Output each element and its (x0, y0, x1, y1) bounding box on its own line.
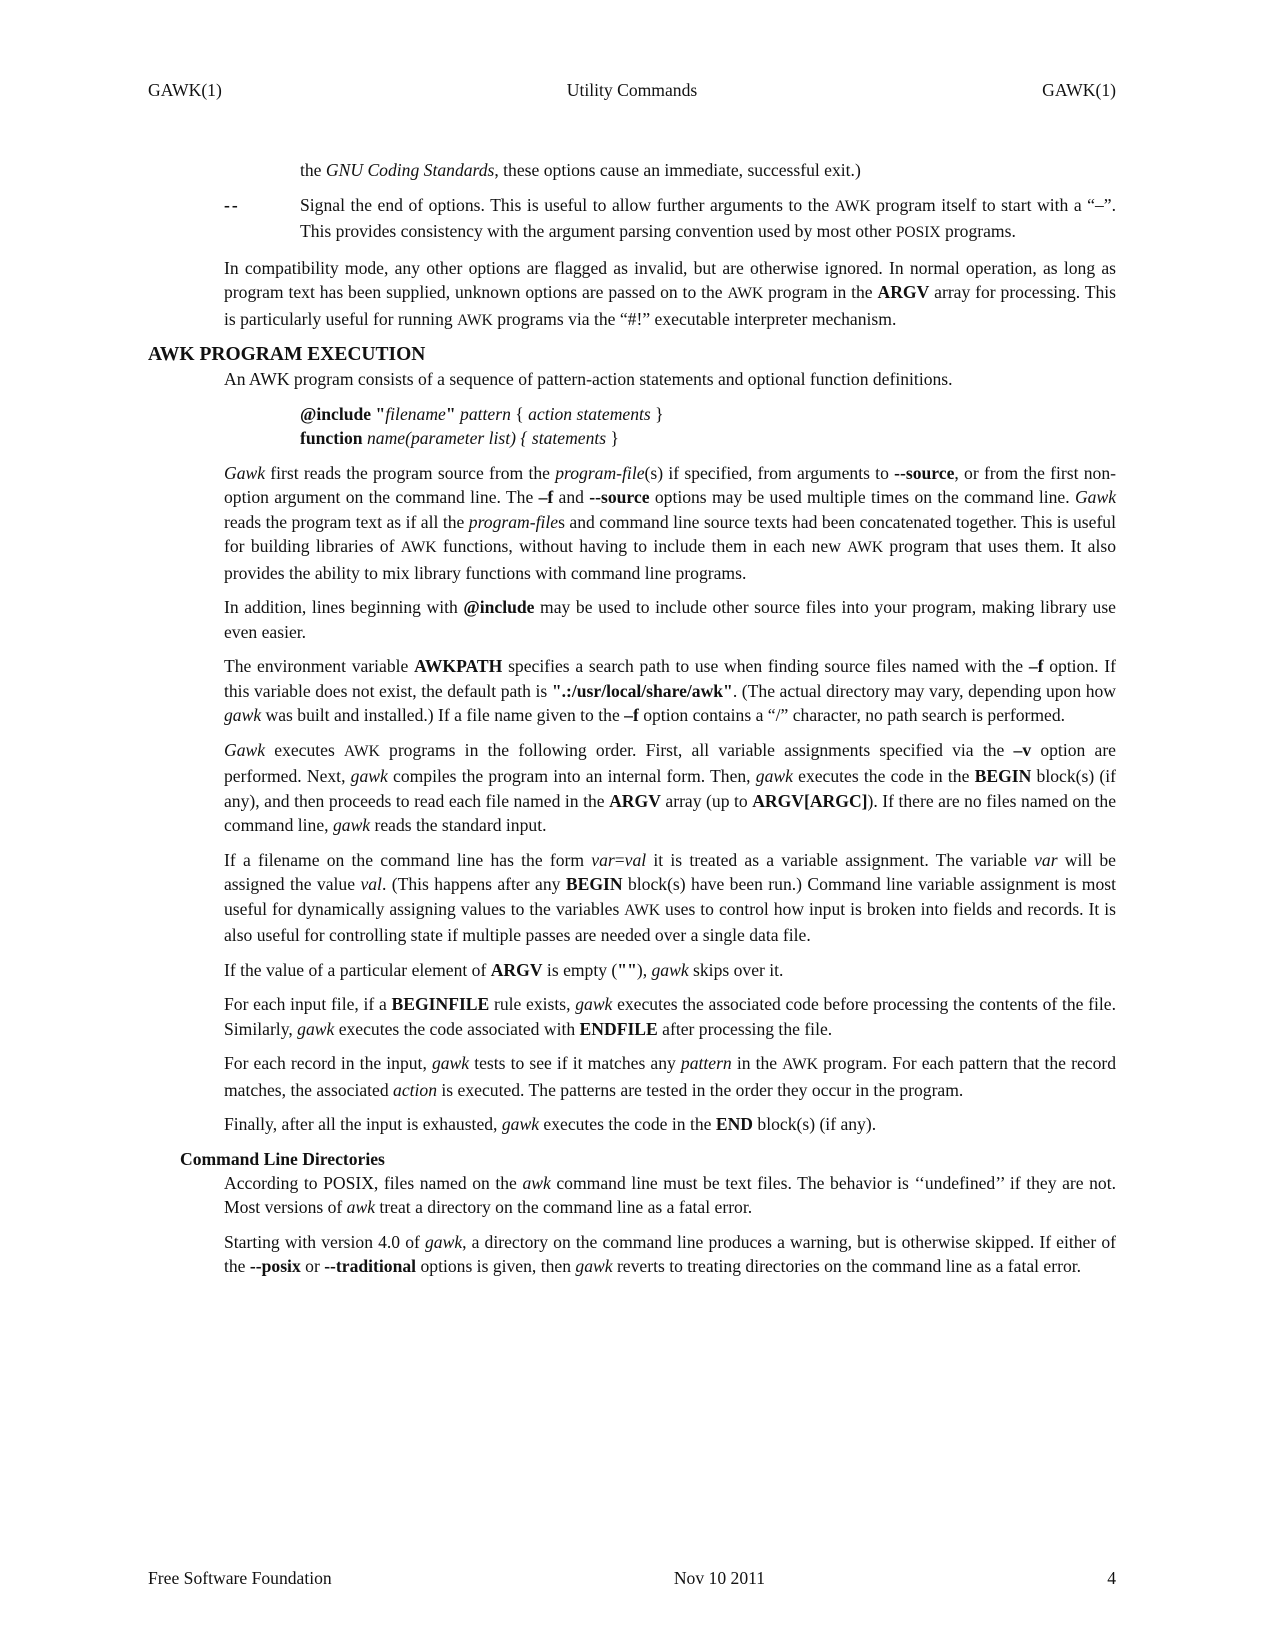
paragraph-compatibility-mode: In compatibility mode, any other options are flagged as invalid, but are otherwise ignored. In normal operation, as long as program text has been supplied, unknown options are passed on to the AWK program in the ARGV array for processing. This is particularly useful for running AWK programs via the “#!” executable interpreter mechanism. (224, 257, 1116, 329)
section-heading-program-execution: AWK PROGRAM EXECUTION (148, 344, 426, 365)
footer-center: Nov 10 2011 (673, 1568, 766, 1588)
paragraph-awkpath: The environment variable AWKPATH specifies a search path to use when finding source files named with the –f option. If this variable does not exist, the default path is ".:/usr/local/share/awk". (The actual directory may vary, depending upon how gawk was built and installed.) If a file name given to the –f option contains a “/” character, no path search is performed. (224, 656, 1116, 725)
option-description: Signal the end of options. This is useful to allow further arguments to the AWK program itself to start with a “–”. This provides consistency with the argument parsing convention used by most other POSIX programs. (300, 194, 1116, 241)
option-tag: -- (224, 194, 240, 215)
header-left: GAWK(1) (148, 80, 222, 100)
page-body (148, 158, 1116, 1289)
subsection-heading-command-line-directories: Command Line Directories (180, 1148, 385, 1169)
paragraph-include-lines: In addition, lines beginning with @include may be used to include other source files into your program, making library use even easier. (224, 597, 1116, 642)
paragraph-posix-text-files: According to POSIX, files named on the awk command line must be text files. The behavior is ‘‘undefined’’ if they are not. Most versions of awk treat a directory on the command line as a fatal error. (224, 1172, 1116, 1217)
code-line-include: @include "filename" pattern { action statements } (300, 403, 664, 424)
paragraph-variable-assignment: If a filename on the command line has the form var=val it is treated as a variable assignment. The variable var will be assigned the value val. (This happens after any BEGIN block(s) have been run.) Command line variable assignment is most useful for dynamically assigning values to the variables AWK uses to control how input is broken into fields and records. It is also useful for controlling state if multiple passes are needed over a single data file. (224, 849, 1116, 945)
code-synopsis (300, 402, 1116, 451)
paragraph-argv-empty: If the value of a particular element of ARGV is empty (""), gawk skips over it. (224, 959, 784, 980)
footer-left: Free Software Foundation (148, 1568, 332, 1588)
paragraph-program-consists: An AWK program consists of a sequence of pattern-action statements and optional function definitions. (224, 369, 953, 389)
paragraph-execution-order: Gawk executes AWK programs in the following order. First, all variable assignments specified via the –v option are performed. Next, gawk compiles the program into an internal form. Then, gawk executes the code in the BEGIN block(s) (if any), and then proceeds to read each file named in the ARGV array (up to ARGV[ARGC]). If there are no files named on the command line, gawk reads the standard input. (224, 739, 1117, 835)
header-right: GAWK(1) (1042, 80, 1116, 100)
paragraph-beginfile: For each input file, if a BEGINFILE rule exists, gawk executes the associated code before processing the contents of the file. Similarly, gawk executes the code associated with ENDFILE after processing the file. (224, 994, 1116, 1039)
code-line-function: function name(parameter list) { statements } (300, 428, 619, 448)
paragraph-coding-standards: the GNU Coding Standards, these options cause an immediate, successful exit.) (300, 160, 861, 180)
page-footer (148, 1568, 1116, 1589)
paragraph-version-4: Starting with version 4.0 of gawk, a directory on the command line produces a warning, but is otherwise skipped. If either of the --posix or --traditional options is given, then gawk reverts to treating directories on the command line as a fatal error. (224, 1231, 1116, 1276)
page-header (148, 80, 1116, 101)
paragraph-end-block: Finally, after all the input is exhausted, gawk executes the code in the END block(s) (if any). (224, 1114, 877, 1134)
option-double-dash (148, 193, 1116, 246)
footer-page-number: 4 (1107, 1568, 1116, 1588)
header-center: Utility Commands (566, 80, 698, 100)
paragraph-each-record: For each record in the input, gawk tests to see if it matches any pattern in the AWK program. For each pattern that the record matches, the associated action is executed. The patterns are tested in the order they occur in the program. (224, 1053, 1117, 1100)
paragraph-gawk-reads-source: Gawk first reads the program source from the program-file(s) if specified, from arguments to --source, or from the first non-option argument on the command line. The –f and --source options may be used multiple times on the command line. Gawk reads the program text as if all the program-files and command line source texts had been concatenated together. This is useful for building libraries of AWK functions, without having to include them in each new AWK program that uses them. It also provides the ability to mix library functions with command line programs. (224, 462, 1116, 583)
